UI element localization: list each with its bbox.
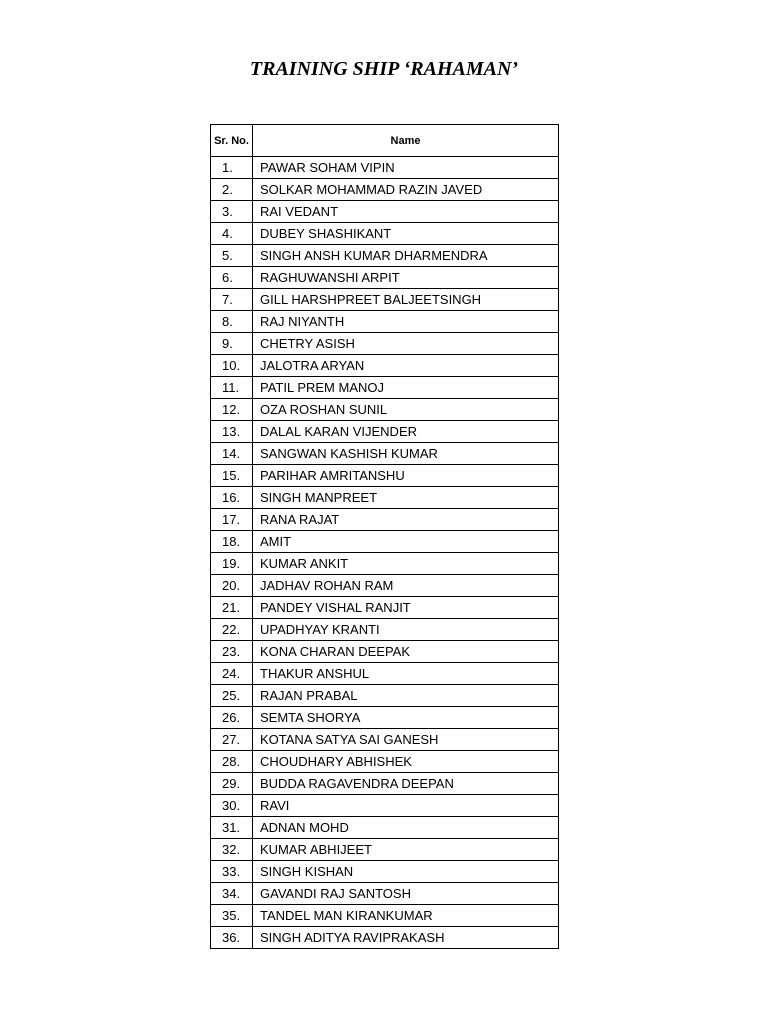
sr-no-cell: 2. xyxy=(211,179,253,201)
sr-no-cell: 32. xyxy=(211,839,253,861)
name-cell: GILL HARSHPREET BALJEETSINGH xyxy=(253,289,559,311)
sr-no-cell: 6. xyxy=(211,267,253,289)
table-row xyxy=(211,663,559,685)
sr-no-cell: 20. xyxy=(211,575,253,597)
table-row xyxy=(211,795,559,817)
name-cell: PAWAR SOHAM VIPIN xyxy=(253,157,559,179)
name-cell: DUBEY SHASHIKANT xyxy=(253,223,559,245)
name-cell: KONA CHARAN DEEPAK xyxy=(253,641,559,663)
name-cell: BUDDA RAGAVENDRA DEEPAN xyxy=(253,773,559,795)
sr-no-cell: 22. xyxy=(211,619,253,641)
table-row xyxy=(211,861,559,883)
table-row xyxy=(211,201,559,223)
name-cell: JALOTRA ARYAN xyxy=(253,355,559,377)
sr-no-cell: 13. xyxy=(211,421,253,443)
name-cell: PARIHAR AMRITANSHU xyxy=(253,465,559,487)
name-cell: SANGWAN KASHISH KUMAR xyxy=(253,443,559,465)
name-cell: SINGH KISHAN xyxy=(253,861,559,883)
table-row xyxy=(211,839,559,861)
sr-no-cell: 18. xyxy=(211,531,253,553)
table-row xyxy=(211,685,559,707)
table-row xyxy=(211,267,559,289)
sr-no-cell: 24. xyxy=(211,663,253,685)
sr-no-cell: 35. xyxy=(211,905,253,927)
table-row xyxy=(211,377,559,399)
sr-no-cell: 25. xyxy=(211,685,253,707)
sr-no-cell: 19. xyxy=(211,553,253,575)
sr-no-cell: 16. xyxy=(211,487,253,509)
name-cell: KOTANA SATYA SAI GANESH xyxy=(253,729,559,751)
name-cell: UPADHYAY KRANTI xyxy=(253,619,559,641)
table-row xyxy=(211,817,559,839)
sr-no-cell: 29. xyxy=(211,773,253,795)
table-body xyxy=(211,157,559,949)
document-title: TRAINING SHIP ‘RAHAMAN’ xyxy=(249,58,519,80)
name-cell: OZA ROSHAN SUNIL xyxy=(253,399,559,421)
name-cell: SINGH MANPREET xyxy=(253,487,559,509)
table-row xyxy=(211,509,559,531)
sr-no-cell: 27. xyxy=(211,729,253,751)
sr-no-cell: 12. xyxy=(211,399,253,421)
sr-no-cell: 10. xyxy=(211,355,253,377)
name-cell: RAJ NIYANTH xyxy=(253,311,559,333)
table-row xyxy=(211,575,559,597)
sr-no-cell: 7. xyxy=(211,289,253,311)
table-row xyxy=(211,531,559,553)
name-cell: RAJAN PRABAL xyxy=(253,685,559,707)
name-cell: SINGH ANSH KUMAR DHARMENDRA xyxy=(253,245,559,267)
name-cell: AMIT xyxy=(253,531,559,553)
table-row xyxy=(211,597,559,619)
table-row xyxy=(211,333,559,355)
table-row xyxy=(211,927,559,949)
sr-no-cell: 3. xyxy=(211,201,253,223)
table-row xyxy=(211,223,559,245)
header-sr-no: Sr. No. xyxy=(211,125,253,157)
header-name: Name xyxy=(253,125,559,157)
table-row xyxy=(211,905,559,927)
sr-no-cell: 23. xyxy=(211,641,253,663)
table-row xyxy=(211,465,559,487)
sr-no-cell: 5. xyxy=(211,245,253,267)
table-row xyxy=(211,355,559,377)
sr-no-cell: 4. xyxy=(211,223,253,245)
name-cell: RAGHUWANSHI ARPIT xyxy=(253,267,559,289)
name-cell: SINGH ADITYA RAVIPRAKASH xyxy=(253,927,559,949)
sr-no-cell: 1. xyxy=(211,157,253,179)
name-cell: GAVANDI RAJ SANTOSH xyxy=(253,883,559,905)
table-row xyxy=(211,443,559,465)
sr-no-cell: 34. xyxy=(211,883,253,905)
sr-no-cell: 14. xyxy=(211,443,253,465)
name-cell: TANDEL MAN KIRANKUMAR xyxy=(253,905,559,927)
sr-no-cell: 9. xyxy=(211,333,253,355)
table-row xyxy=(211,289,559,311)
table-row xyxy=(211,773,559,795)
name-cell: SOLKAR MOHAMMAD RAZIN JAVED xyxy=(253,179,559,201)
table-row xyxy=(211,729,559,751)
name-cell: ADNAN MOHD xyxy=(253,817,559,839)
name-cell: RANA RAJAT xyxy=(253,509,559,531)
name-cell: CHETRY ASISH xyxy=(253,333,559,355)
table-row xyxy=(211,179,559,201)
name-cell: CHOUDHARY ABHISHEK xyxy=(253,751,559,773)
sr-no-cell: 11. xyxy=(211,377,253,399)
name-cell: SEMTA SHORYA xyxy=(253,707,559,729)
sr-no-cell: 33. xyxy=(211,861,253,883)
sr-no-cell: 8. xyxy=(211,311,253,333)
cadet-roster-table xyxy=(210,124,559,949)
table-row xyxy=(211,487,559,509)
table-row xyxy=(211,641,559,663)
name-cell: PANDEY VISHAL RANJIT xyxy=(253,597,559,619)
name-cell: RAI VEDANT xyxy=(253,201,559,223)
table-row xyxy=(211,245,559,267)
name-cell: RAVI xyxy=(253,795,559,817)
name-cell: KUMAR ABHIJEET xyxy=(253,839,559,861)
sr-no-cell: 31. xyxy=(211,817,253,839)
name-cell: PATIL PREM MANOJ xyxy=(253,377,559,399)
table-header-row xyxy=(211,125,559,157)
name-cell: JADHAV ROHAN RAM xyxy=(253,575,559,597)
table-row xyxy=(211,619,559,641)
table-row xyxy=(211,311,559,333)
table-row xyxy=(211,399,559,421)
name-cell: KUMAR ANKIT xyxy=(253,553,559,575)
table-row xyxy=(211,883,559,905)
sr-no-cell: 36. xyxy=(211,927,253,949)
name-cell: DALAL KARAN VIJENDER xyxy=(253,421,559,443)
table-row xyxy=(211,707,559,729)
table-row xyxy=(211,421,559,443)
table-row xyxy=(211,751,559,773)
table-row xyxy=(211,553,559,575)
table-row xyxy=(211,157,559,179)
sr-no-cell: 21. xyxy=(211,597,253,619)
sr-no-cell: 15. xyxy=(211,465,253,487)
sr-no-cell: 17. xyxy=(211,509,253,531)
sr-no-cell: 30. xyxy=(211,795,253,817)
sr-no-cell: 28. xyxy=(211,751,253,773)
name-cell: THAKUR ANSHUL xyxy=(253,663,559,685)
sr-no-cell: 26. xyxy=(211,707,253,729)
